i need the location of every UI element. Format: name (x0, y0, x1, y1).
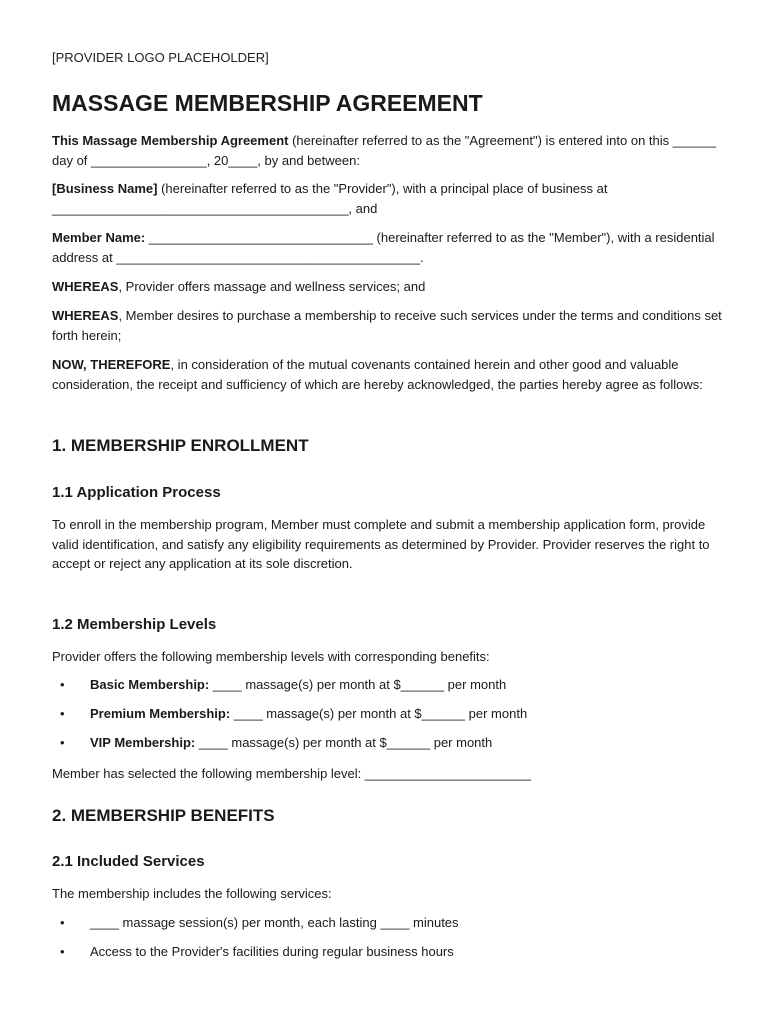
application-process-text: To enroll in the membership program, Member must complete and submit a membership application form, provide valid identification, and satisfy any eligibility requirements as determined by Provider. Provider reserves the right to accept or reject any application at its sole discretion. (52, 517, 710, 571)
selected-membership-level: Member has selected the following membership level: _______________________ (52, 766, 532, 781)
whereas-label: WHEREAS (52, 279, 119, 294)
level-details: ____ massage(s) per month at $______ per month (230, 706, 528, 721)
agreement-name: This Massage Membership Agreement (52, 133, 289, 148)
level-details: ____ massage(s) per month at $______ per month (209, 677, 507, 692)
now-therefore-paragraph (52, 355, 722, 394)
bullet-icon: • (60, 915, 65, 930)
business-name: [Business Name] (52, 181, 158, 196)
now-therefore-text: , in consideration of the mutual covenants contained herein and other good and valuable consideration, the receipt and sufficiency of which are hereby acknowledged, the parties hereby agree as follows: (52, 357, 703, 392)
section-2-1-heading: 2.1 Included Services (52, 853, 205, 870)
now-therefore-label: NOW, THEREFORE (52, 357, 171, 372)
agreement-date-text: (hereinafter referred to as the "Agreement") is entered into on this ______ day of ________________, 20____, by and between: (52, 133, 717, 168)
section-1-2-heading: 1.2 Membership Levels (52, 616, 217, 633)
membership-level-basic (90, 677, 506, 692)
level-name: Basic Membership: (90, 677, 210, 692)
bullet-icon: • (60, 706, 65, 721)
whereas-member-text: , Member desires to purchase a membership to receive such services under the terms and conditions set forth herein; (52, 308, 722, 343)
whereas-member (52, 306, 722, 345)
membership-levels-intro: Provider offers the following membership levels with corresponding benefits: (52, 649, 490, 664)
intro-paragraph-agreement (52, 131, 722, 170)
section-2-heading: 2. MEMBERSHIP BENEFITS (52, 806, 275, 825)
bullet-icon: • (60, 944, 65, 959)
included-services-intro: The membership includes the following services: (52, 886, 332, 901)
level-name: VIP Membership: (90, 735, 196, 750)
provider-logo-placeholder: [PROVIDER LOGO PLACEHOLDER] (52, 50, 269, 65)
member-address-text: _______________________________ (hereinafter referred to as the "Member"), with a residential address at __________________________________________. (52, 230, 715, 265)
document-title: MASSAGE MEMBERSHIP AGREEMENT (52, 90, 483, 116)
intro-paragraph-provider (52, 179, 722, 218)
level-details: ____ massage(s) per month at $______ per month (195, 735, 493, 750)
member-name-label: Member Name: (52, 230, 146, 245)
intro-paragraph-member (52, 228, 722, 267)
bullet-icon: • (60, 677, 65, 692)
membership-level-premium (90, 706, 527, 721)
section-1-heading: 1. MEMBERSHIP ENROLLMENT (52, 436, 309, 455)
membership-level-vip (90, 735, 492, 750)
bullet-icon: • (60, 735, 65, 750)
whereas-label: WHEREAS (52, 308, 119, 323)
whereas-provider (52, 277, 722, 297)
level-name: Premium Membership: (90, 706, 231, 721)
service-facility-access: Access to the Provider's facilities during regular business hours (90, 944, 454, 959)
whereas-provider-text: , Provider offers massage and wellness services; and (118, 279, 426, 294)
service-massage-sessions: ____ massage session(s) per month, each lasting ____ minutes (90, 915, 459, 930)
provider-address-text: (hereinafter referred to as the "Provider"), with a principal place of business at _________________________________________, and (52, 181, 608, 216)
section-1-1-heading: 1.1 Application Process (52, 484, 221, 501)
